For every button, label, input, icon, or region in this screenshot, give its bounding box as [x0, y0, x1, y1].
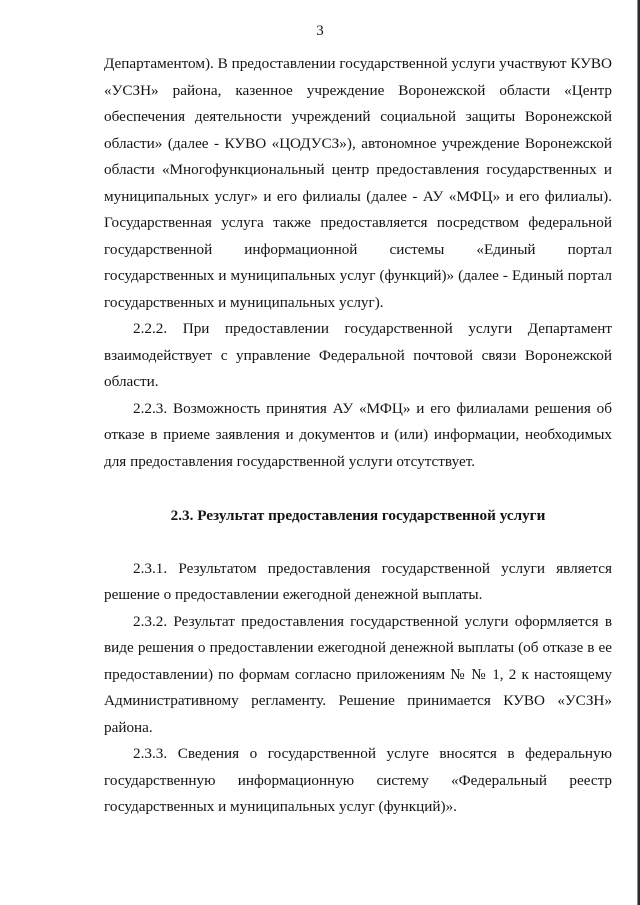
text-line: «УСЗН» района, казенное учреждение Воронежской области «Центр — [104, 81, 612, 99]
paragraph-2-2-2 — [104, 316, 612, 396]
text-line: 2.2.2. При предоставлении государственной услуги Департамент — [133, 320, 612, 337]
document-body — [104, 51, 612, 821]
text-line: взаимодействует с управление Федеральной почтовой связи Воронежской — [104, 346, 612, 364]
text-line: муниципальных услуг» и его филиалы (далее - АУ «МФЦ» и его филиалы). — [104, 187, 612, 205]
paragraph-2-3-1 — [104, 556, 612, 609]
text-line: района. — [104, 718, 153, 736]
text-line: Департаментом). В предоставлении государственной услуги участвуют КУВО — [104, 55, 612, 72]
text-line: 2.3.2. Результат предоставления государственной услуги оформляется в — [133, 612, 612, 630]
text-line: государственных и муниципальных услуг (функций)». — [104, 798, 457, 815]
text-line: государственную информационную систему «Федеральный реестр — [104, 771, 612, 789]
paragraph-2-3-3 — [104, 741, 612, 821]
paragraph-2-2-3 — [104, 396, 612, 476]
text-line: виде решения о предоставлении ежегодной денежной выплаты (об отказе в ее — [104, 639, 612, 656]
text-line: предоставлении) по формам согласно приложениям № № 1, 2 к настоящему — [104, 665, 612, 683]
section-heading-2-3: 2.3. Результат предоставления государственной услуги — [170, 507, 546, 524]
text-line: 2.2.3. Возможность принятия АУ «МФЦ» и его филиалами решения об — [133, 399, 612, 417]
text-line: области «Многофункциональный центр предоставления государственных и — [104, 161, 612, 178]
text-line: области. — [104, 373, 159, 390]
paragraph-departments — [104, 51, 612, 316]
paragraph-2-3-2 — [104, 609, 612, 742]
page-number: 3 — [316, 23, 324, 39]
text-line: государственных и муниципальных услуг (функций)» (далее - Единый портал — [104, 267, 612, 284]
text-line: 2.3.3. Сведения о государственной услуге вносятся в федеральную — [133, 745, 612, 762]
text-line: государственных и муниципальных услуг). — [104, 293, 384, 311]
text-line: отказе в приеме заявления и документов и (или) информации, необходимых — [104, 426, 612, 443]
text-line: 2.3.1. Результатом предоставления государственной услуги является — [133, 559, 612, 577]
text-line: для предоставления государственной услуги отсутствует. — [104, 452, 476, 470]
text-line: области» (далее - КУВО «ЦОДУСЗ»), автономное учреждение Воронежской — [104, 134, 612, 152]
text-line: обеспечения деятельности учреждений социальной защиты Воронежской — [104, 108, 612, 125]
text-line: Административному регламенту. Решение принимается КУВО «УСЗН» — [104, 692, 612, 709]
text-line: решение о предоставлении ежегодной денежной выплаты. — [104, 586, 483, 603]
text-line: Государственная услуга также предоставляется посредством федеральной — [104, 214, 612, 231]
text-line: государственной информационной системы «Единый портал — [104, 240, 612, 258]
